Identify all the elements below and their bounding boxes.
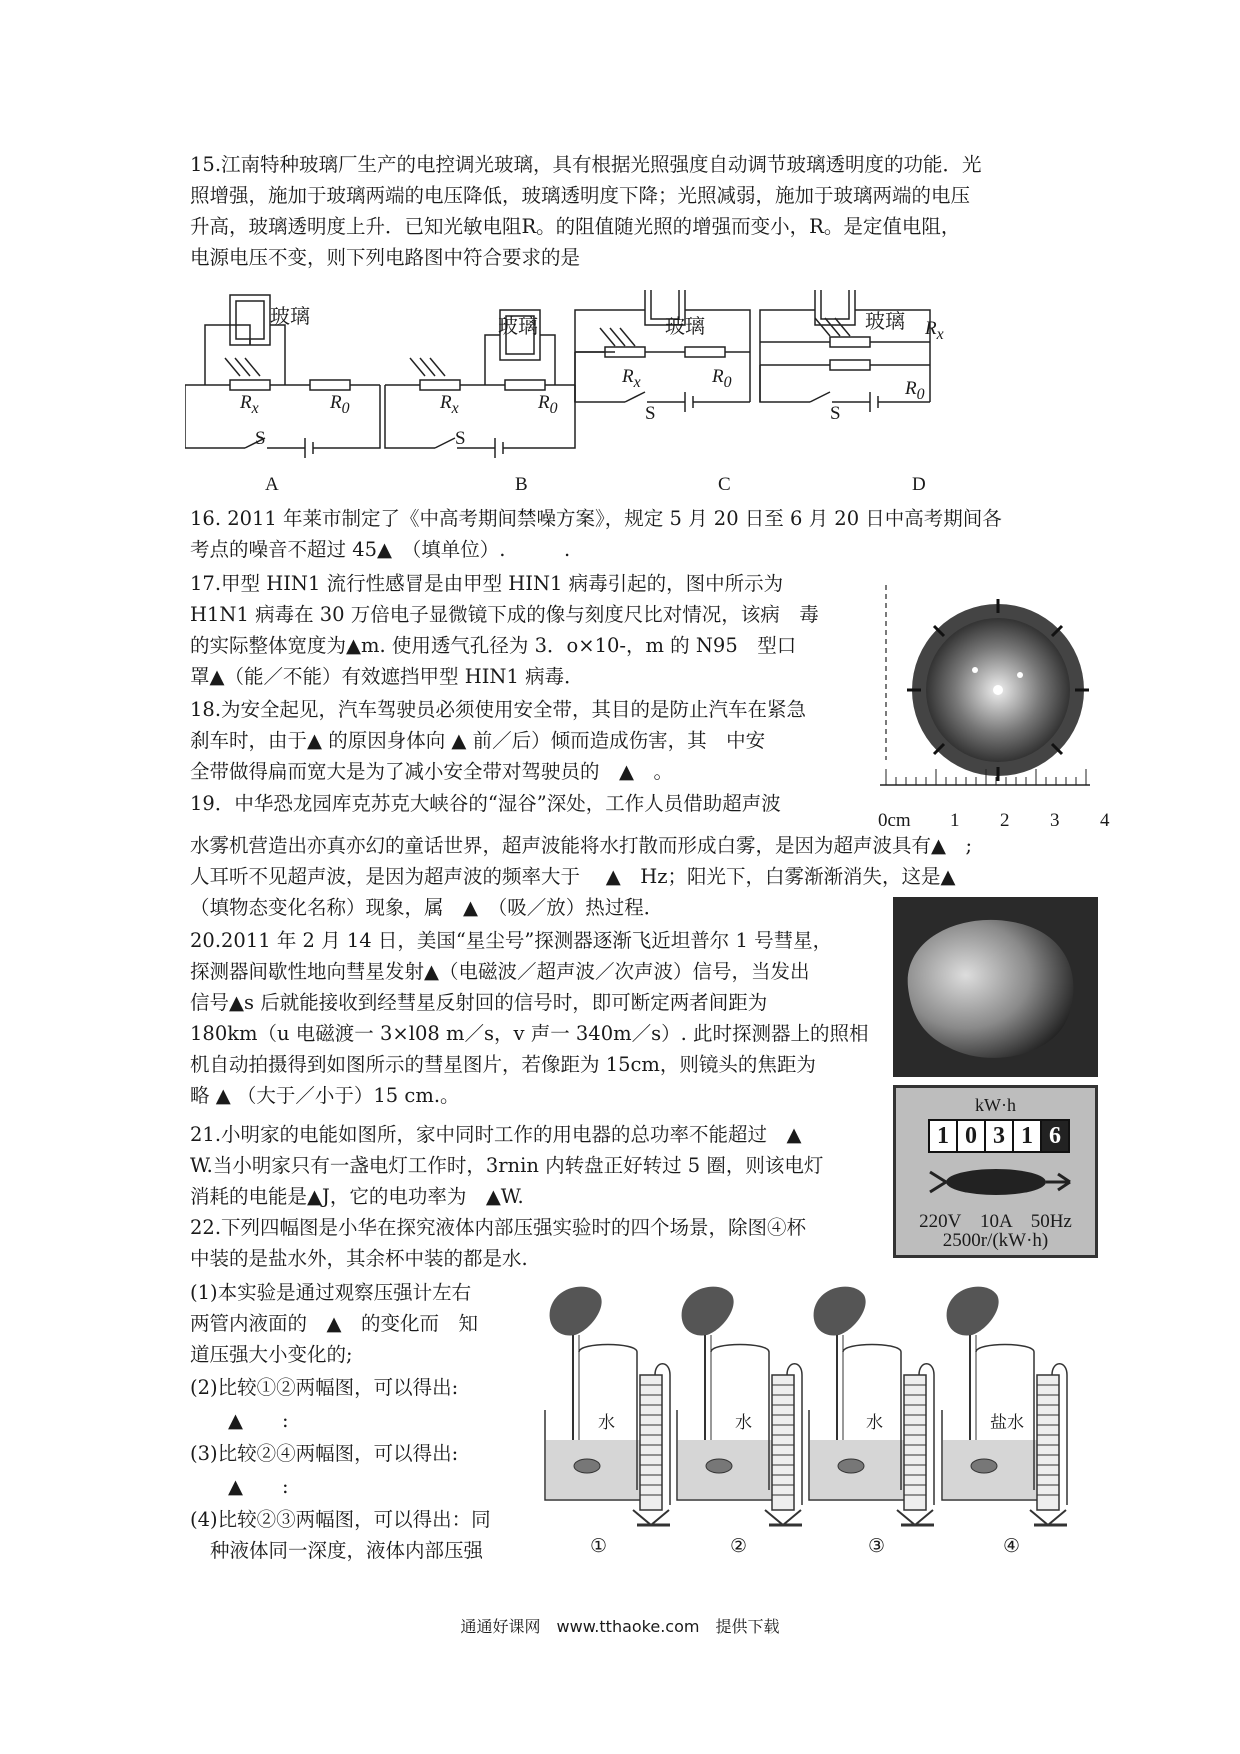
liquid-label-2: 水 <box>735 1413 752 1433</box>
switch-label-d: S <box>830 403 841 424</box>
liquid-label-3: 水 <box>866 1413 883 1433</box>
figure-mark-1: ① <box>590 1535 608 1557</box>
comet-photo <box>893 897 1098 1077</box>
q17-line-4: 罩▲（能／不能）有效遮挡甲型 HIN1 病毒． <box>190 665 584 688</box>
r0-label-c: $R_0$ <box>712 366 732 391</box>
circuit-c <box>575 290 750 412</box>
option-a: A <box>265 474 279 495</box>
option-c: C <box>718 474 731 495</box>
option-b: B <box>515 474 528 495</box>
q18-line-3: 全带做得扁而宽大是为了减小安全带对驾驶员的 ▲ 。 <box>190 760 673 783</box>
q20-line-1: 20.2011 年 2 月 14 日，美国“星尘号”探测器逐渐飞近坦普尔 1 号彗星， <box>190 929 833 952</box>
q19-line-1: 19．中华恐龙园库克苏克大峡谷的“湿谷”深处，工作人员借助超声波 <box>190 792 781 815</box>
page-footer: 通通好课网 www.tthaoke.com 提供下载 <box>460 1617 780 1636</box>
q22-sub-6: (3)比较②④两幅图，可以得出: <box>190 1442 459 1465</box>
glass-label-d: 玻璃 <box>865 309 905 333</box>
q20-line-5: 机自动拍摄得到如图所示的彗星图片，若像距为 15cm，则镜头的焦距为 <box>190 1053 816 1076</box>
q21-line-2: W.当小明家只有一盏电灯工作时，3rnin 内转盘正好转过 5 圈，则该电灯 <box>190 1154 824 1177</box>
meter-digit: 0 <box>958 1119 986 1153</box>
q18-line-2: 刹车时，由于▲ 的原因身体向 ▲ 前／后）倾而造成伤害，其 中安 <box>190 729 766 752</box>
q22-sub-8: (4)比较②③两幅图，可以得出：同 <box>190 1508 491 1531</box>
liquid-label-4: 盐水 <box>990 1413 1024 1433</box>
rx-label-a: $R_x$ <box>240 392 259 417</box>
q15-line-2: 照增强，施加于玻璃两端的电压降低，玻璃透明度下降；光照减弱，施加于玻璃两端的电压 <box>190 184 971 207</box>
q19-line-4: （填物态变化名称）现象，属 ▲ （吸／放）热过程． <box>190 896 664 919</box>
q16-line-2: 考点的噪音不超过 45▲ （填单位）. . <box>190 538 571 561</box>
virus-figure <box>880 585 1110 830</box>
rx-label-d: $R_x$ <box>925 318 944 343</box>
meter-digit: 1 <box>928 1119 958 1153</box>
q22-line-2: 中装的是盐水外，其余杯中装的都是水. <box>190 1247 528 1270</box>
rx-label-b: $R_x$ <box>440 392 459 417</box>
q20-line-2: 探测器间歇性地向彗星发射▲（电磁波／超声波／次声波）信号，当发出 <box>190 960 810 983</box>
q22-sub-9: 种液体同一深度，液体内部压强 <box>210 1539 484 1562</box>
q20-line-3: 信号▲s 后就能接收到经彗星反射回的信号时，即可断定两者间距为 <box>190 991 768 1014</box>
switch-label-c: S <box>645 403 656 424</box>
glass-label-b: 玻璃 <box>498 314 538 338</box>
q18-line-1: 18.为安全起见，汽车驾驶员必须使用安全带，其目的是防止汽车在紧急 <box>190 698 807 721</box>
q20-line-4: 180km（u 电磁渡一 3×l08 m／s，v 声一 340m／s）. 此时探测器上的照相 <box>190 1022 869 1045</box>
electric-meter <box>893 1085 1098 1258</box>
ruler-tick-0: 0cm <box>878 810 911 831</box>
liquid-label-1: 水 <box>598 1413 615 1433</box>
circuit-b <box>385 310 575 458</box>
figure-mark-4: ④ <box>1003 1535 1021 1557</box>
ruler-tick-2: 2 <box>1000 810 1010 831</box>
meter-digits <box>928 1119 1070 1153</box>
q20-line-6: 略 ▲ （大于／小于）15 cm.。 <box>190 1084 460 1107</box>
q22-sub-1: (1)本实验是通过观察压强计左右 <box>190 1281 472 1304</box>
switch-label-b: S <box>455 428 466 449</box>
q17-line-3: 的实际整体宽度为▲m. 使用透气孔径为 3．o×10-，m 的 N95 型口 <box>190 634 797 657</box>
q22-sub-4: (2)比较①②两幅图，可以得出: <box>190 1376 459 1399</box>
meter-spec: 220V 10A 50Hz <box>919 1211 1072 1232</box>
q17-line-2: H1N1 病毒在 30 万倍电子显微镜下成的像与刻度尺比对情况，该病 毒 <box>190 603 819 626</box>
q15-line-1: 15.江南特种玻璃厂生产的电控调光玻璃，具有根据光照强度自动调节玻璃透明度的功能．光 <box>190 153 982 176</box>
q22-line-1: 22.下列四幅图是小华在探究液体内部压强实验时的四个场景，除图④杯 <box>190 1216 807 1239</box>
q19-line-2: 水雾机营造出亦真亦幻的童话世界，超声波能将水打散而形成白雾，是因为超声波具有▲ ; <box>190 834 973 857</box>
q21-line-1: 21.小明家的电能如图所，家中同时工作的用电器的总功率不能超过 ▲ <box>190 1123 802 1146</box>
rx-label-c: $R_x$ <box>622 366 641 391</box>
figure-mark-3: ③ <box>868 1535 886 1557</box>
ruler-tick-4: 4 <box>1100 810 1110 831</box>
r0-label-b: $R_0$ <box>538 392 558 417</box>
glass-label-a: 玻璃 <box>270 304 310 328</box>
ruler-tick-1: 1 <box>950 810 960 831</box>
q19-line-3: 人耳听不见超声波，是因为超声波的频率大于 ▲ Hz；阳光下，白雾渐渐消失，这是▲ <box>190 865 956 888</box>
q22-sub-3: 道压强大小变化的; <box>190 1343 353 1366</box>
r0-label-a: $R_0$ <box>330 392 350 417</box>
r0-label-d: $R_0$ <box>905 378 925 403</box>
ruler-tick-3: 3 <box>1050 810 1060 831</box>
q21-line-3: 消耗的电能是▲J，它的电功率为 ▲W. <box>190 1185 524 1208</box>
meter-disc <box>924 1160 1074 1204</box>
option-d: D <box>912 474 926 495</box>
q22-sub-5: ▲ : <box>228 1409 289 1432</box>
q17-line-1: 17.甲型 HIN1 流行性感冒是由甲型 HIN1 病毒引起的，图中所示为 <box>190 572 784 595</box>
q15-line-4: 电源电压不变，则下列电路图中符合要求的是 <box>190 246 581 269</box>
meter-rev: 2500r/(kW·h) <box>942 1230 1049 1251</box>
meter-digit-decimal: 6 <box>1042 1119 1070 1153</box>
q22-sub-7: ▲ : <box>228 1475 289 1498</box>
glass-label-c: 玻璃 <box>665 314 705 338</box>
meter-digit: 3 <box>986 1119 1014 1153</box>
meter-unit: kW·h <box>975 1095 1016 1115</box>
switch-label-a: S <box>255 428 266 449</box>
q22-sub-2: 两管内液面的 ▲ 的变化而 知 <box>190 1312 478 1335</box>
meter-digit: 1 <box>1014 1119 1042 1153</box>
figure-mark-2: ② <box>730 1535 748 1557</box>
q16-line-1: 16. 2011 年莱市制定了《中高考期间禁噪方案》，规定 5 月 20 日至 6 月 20 日中高考期间各 <box>190 507 1002 530</box>
q15-line-3: 升高，玻璃透明度上升．已知光敏电阻R。的阻值随光照的增强而变小，R。是定值电阻， <box>190 215 961 238</box>
